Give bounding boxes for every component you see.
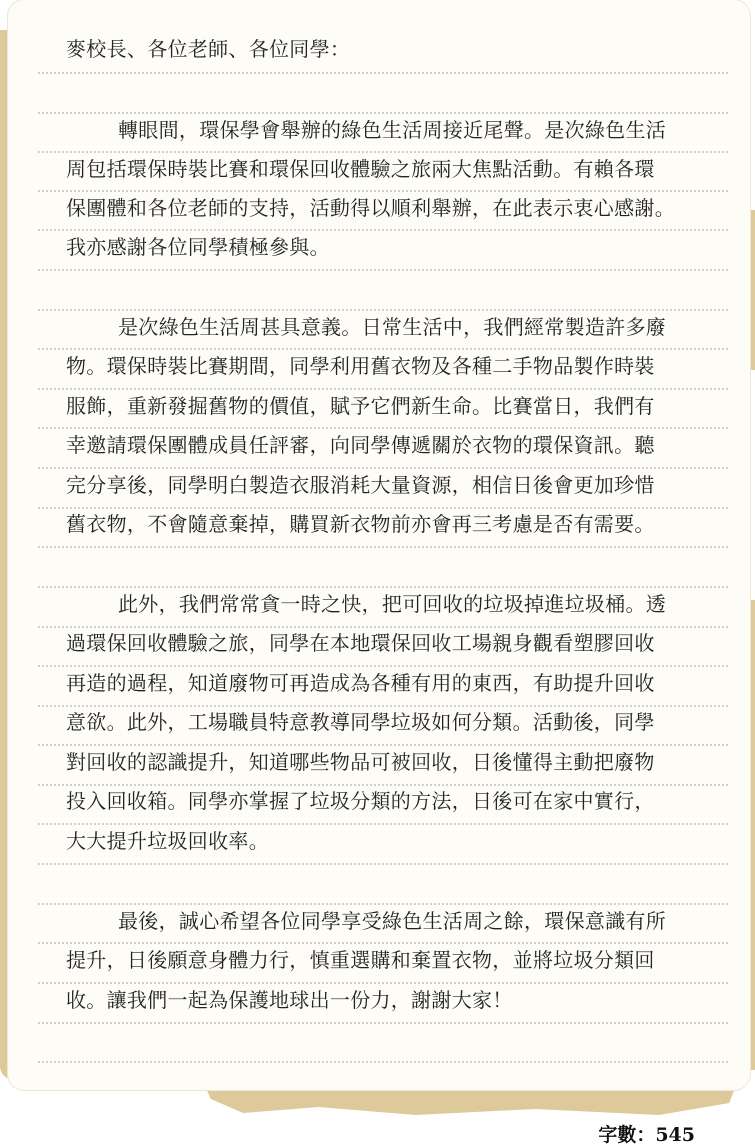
ruled-line	[38, 1022, 728, 1024]
paragraph-3-line-4: 意欲。此外，工場職員特意教導同學垃圾如何分類。活動後，同學	[66, 710, 655, 734]
paragraph-3-line-3: 再造的過程，知道廢物可再造成為各種有用的東西，有助提升回收	[66, 671, 655, 695]
paragraph-3-line-1: 此外，我們常常貪一時之快，把可回收的垃圾掉進垃圾桶。透	[118, 592, 667, 616]
paragraph-1-line-1: 轉眼間，環保學會舉辦的綠色生活周接近尾聲。是次綠色生活	[118, 118, 667, 142]
paragraph-3-line-6: 投入回收箱。同學亦掌握了垃圾分類的方法，日後可在家中實行，	[66, 789, 655, 813]
paragraph-2-line-5: 完分享後，同學明白製造衣服消耗大量資源，相信日後會更加珍惜	[66, 473, 655, 497]
paragraph-4-line-2: 提升，日後願意身體力行，慎重選購和棄置衣物，並將垃圾分類回	[66, 948, 655, 972]
salutation: 麥校長、各位老師、各位同學：	[66, 37, 351, 61]
ruled-line	[38, 863, 728, 865]
paragraph-2-line-2: 物。環保時裝比賽期間，同學利用舊衣物及各種二手物品製作時裝	[66, 354, 655, 378]
paragraph-4-line-3: 收。讓我們一起為保護地球出一份力，謝謝大家！	[66, 988, 513, 1012]
ruled-line	[38, 1061, 728, 1063]
ruled-line	[38, 546, 728, 548]
paragraph-2-line-3: 服飾，重新發掘舊物的價值，賦予它們新生命。比賽當日，我們有	[66, 394, 655, 418]
word-count: 字數：545	[598, 1124, 695, 1146]
paragraph-1-line-3: 保團體和各位老師的支持，活動得以順利舉辦，在此表示衷心感謝。	[66, 196, 675, 220]
paragraph-2-line-6: 舊衣物，不會隨意棄掉，購買新衣物前亦會再三考慮是否有需要。	[66, 512, 655, 536]
ruled-line	[38, 72, 728, 74]
paragraph-1-line-2: 周包括環保時裝比賽和環保回收體驗之旅兩大焦點活動。有賴各環	[66, 157, 655, 181]
ruled-line	[38, 269, 728, 271]
speech-paper	[8, 0, 750, 1090]
paragraph-3-line-7: 大大提升垃圾回收率。	[66, 829, 269, 853]
paragraph-2-line-4: 幸邀請環保團體成員任評審，向同學傳遞關於衣物的環保資訊。聽	[66, 433, 655, 457]
paragraph-3-line-2: 過環保回收體驗之旅，同學在本地環保回收工場親身觀看塑膠回收	[66, 631, 655, 655]
paragraph-1-line-4: 我亦感謝各位同學積極參與。	[66, 235, 330, 259]
paragraph-3-line-5: 對回收的認識提升，知道哪些物品可被回收，日後懂得主動把廢物	[66, 750, 655, 774]
paragraph-2-line-1: 是次綠色生活周甚具意義。日常生活中，我們經常製造許多廢	[118, 315, 667, 339]
paragraph-4-line-1: 最後，誠心希望各位同學享受綠色生活周之餘，環保意識有所	[118, 909, 667, 933]
